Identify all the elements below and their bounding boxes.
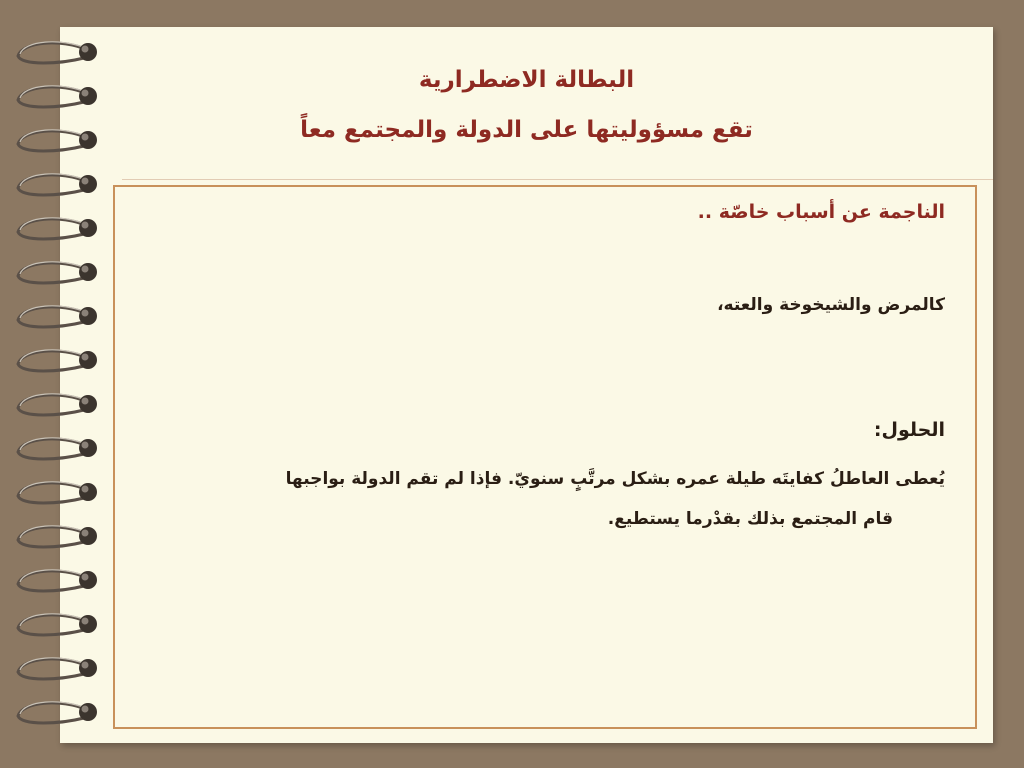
spiral-binding [0, 0, 110, 768]
spiral-binding-ring-icon [18, 130, 97, 151]
title-line-2: تقع مسؤوليتها على الدولة والمجتمع معاً [300, 117, 753, 143]
notebook-page [60, 27, 993, 743]
title-divider [122, 179, 993, 180]
spiral-binding-ring-icon [18, 350, 97, 371]
spiral-binding-ring-icon [18, 394, 97, 415]
spiral-binding-ring-icon [18, 306, 97, 327]
spiral-binding-ring-icon [18, 86, 97, 107]
spiral-binding-ring-icon [18, 658, 97, 679]
title-line-1: البطالة الاضطرارية [418, 67, 635, 93]
spiral-binding-ring-icon [18, 42, 97, 63]
spiral-binding-ring-icon [18, 218, 97, 239]
spiral-binding-ring-icon [18, 702, 97, 723]
examples-text: كالمرض والشيخوخة والعته، [717, 295, 945, 315]
spiral-binding-ring-icon [18, 526, 97, 547]
cause-heading: الناجمة عن أسباب خاصّة .. [697, 201, 945, 223]
solutions-body [135, 459, 945, 539]
page-title [60, 55, 993, 155]
solution-line-2: قام المجتمع بذلك بقدْرما يستطيع. [607, 509, 893, 529]
content-frame [113, 185, 977, 729]
spiral-binding-ring-icon [18, 438, 97, 459]
spiral-binding-ring-icon [18, 262, 97, 283]
spiral-binding-ring-icon [18, 174, 97, 195]
spiral-binding-ring-icon [18, 570, 97, 591]
spiral-binding-ring-icon [18, 614, 97, 635]
solutions-heading: الحلول: [873, 419, 945, 441]
solution-line-1: يُعطى العاطلُ كفايتَه طيلة عمره بشكل مرتَّبٍ سنويّ. فإذا لم تقم الدولة بواجبها [285, 469, 945, 489]
spiral-binding-ring-icon [18, 482, 97, 503]
